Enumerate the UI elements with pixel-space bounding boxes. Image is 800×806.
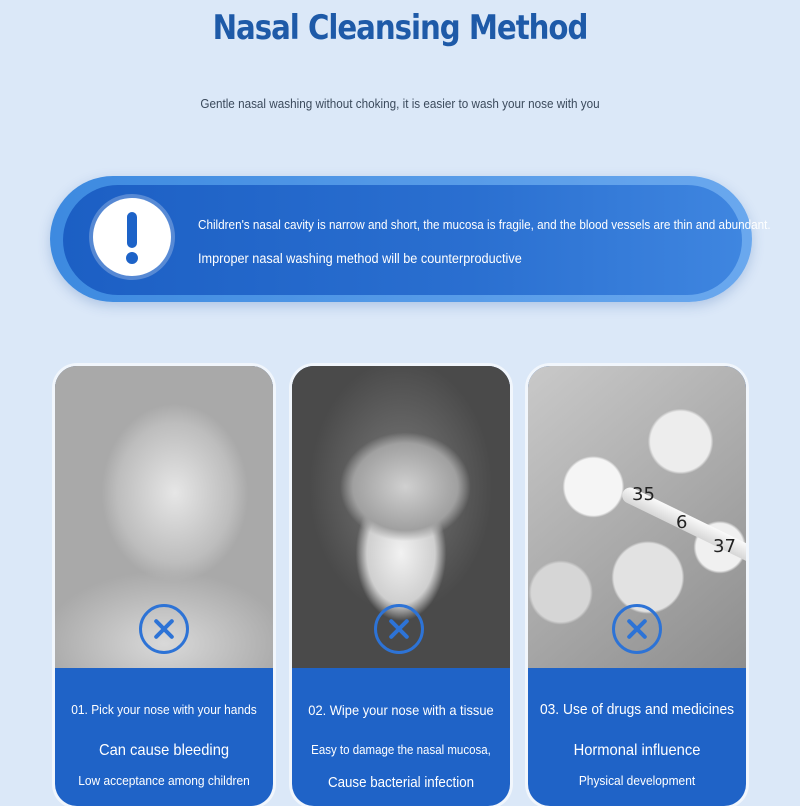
page-title: Nasal Cleansing Method xyxy=(212,8,588,48)
card-line1: Can cause bleeding xyxy=(98,742,230,759)
x-circle-icon xyxy=(374,604,424,654)
method-card-1 xyxy=(55,366,273,806)
card-line1: Hormonal influence xyxy=(573,742,701,759)
thermometer-mark: 37 xyxy=(713,536,736,557)
exclamation-icon-dot xyxy=(126,252,138,264)
card-line2: Low acceptance among children xyxy=(78,773,250,788)
warning-text-line2: Improper nasal washing method will be counterproductive xyxy=(198,251,522,266)
x-circle-icon xyxy=(139,604,189,654)
card-heading: 03. Use of drugs and medicines xyxy=(539,701,735,718)
card-heading: 02. Wipe your nose with a tissue xyxy=(308,702,494,718)
page-subtitle: Gentle nasal washing without choking, it is easier to wash your nose with you xyxy=(200,96,600,111)
card-line2: Physical development xyxy=(578,773,696,788)
exclamation-icon-bar xyxy=(127,212,137,248)
warning-text-line1: Children's nasal cavity is narrow and short, the mucosa is fragile, and the blood vessels are thin and abundant. xyxy=(198,217,771,232)
method-card-2 xyxy=(292,366,510,806)
card-line2: Cause bacterial infection xyxy=(327,775,475,791)
card-heading: 01. Pick your nose with your hands xyxy=(71,702,257,717)
method-card-3 xyxy=(528,366,746,806)
thermometer-mark: 35 xyxy=(632,484,655,505)
thermometer-mark: 6 xyxy=(676,512,688,533)
card-line1: Easy to damage the nasal mucosa, xyxy=(311,743,491,757)
x-circle-icon xyxy=(612,604,662,654)
